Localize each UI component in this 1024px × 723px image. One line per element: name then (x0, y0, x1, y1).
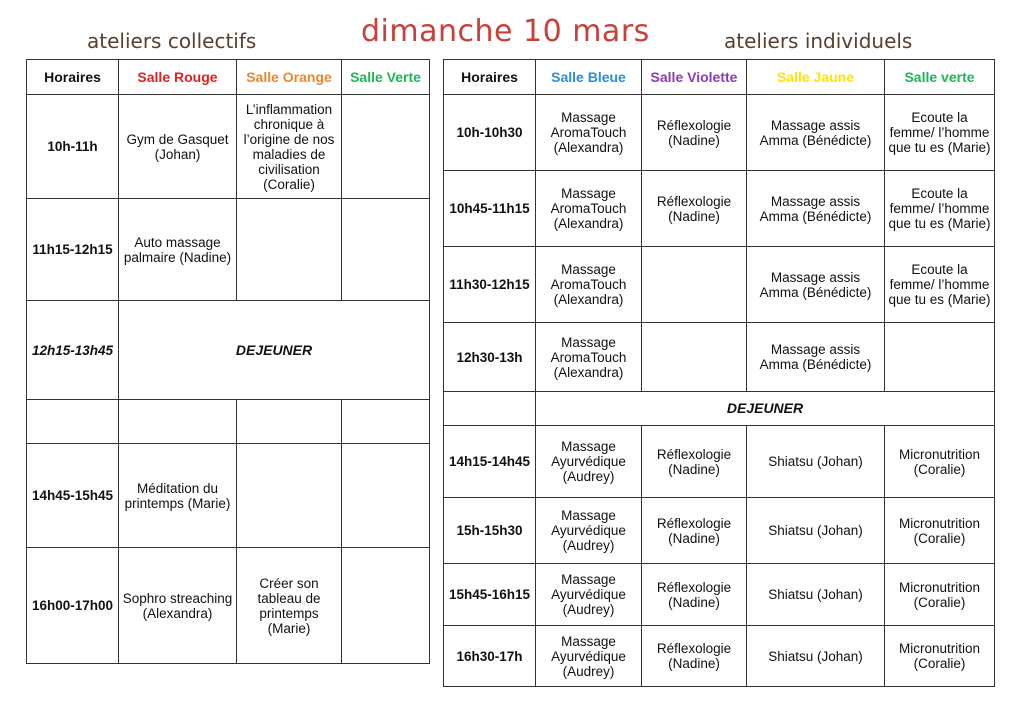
time-cell: 12h15-13h45 (27, 301, 119, 400)
header-salle-orange: Salle Orange (237, 60, 342, 95)
table-cell: Massage AromaTouch (Alexandra) (536, 247, 642, 323)
table-cell (237, 444, 342, 548)
individual-schedule-table (443, 59, 995, 687)
lunch-cell: DEJEUNER (536, 392, 995, 426)
table-cell (119, 400, 237, 444)
table-cell: Massage AromaTouch (Alexandra) (536, 95, 642, 171)
header-horaires: Horaires (444, 60, 536, 95)
table-cell: Créer son tableau de printemps (Marie) (237, 548, 342, 664)
table-row (27, 199, 430, 301)
table-cell: Shiatsu (Johan) (747, 564, 885, 626)
table-cell (237, 199, 342, 301)
table-row (444, 498, 995, 564)
time-cell: 14h15-14h45 (444, 426, 536, 498)
table-cell (642, 323, 747, 392)
table-row (444, 564, 995, 626)
table-cell: Shiatsu (Johan) (747, 498, 885, 564)
table-cell: Massage Ayurvédique (Audrey) (536, 626, 642, 687)
table-cell: Massage assis Amma (Bénédicte) (747, 247, 885, 323)
table-row (444, 626, 995, 687)
time-cell: 10h-11h (27, 95, 119, 199)
table-cell: L’inflammation chronique à l’origine de nos maladies de civilisation (Coralie) (237, 95, 342, 199)
table-cell: Massage AromaTouch (Alexandra) (536, 323, 642, 392)
table-cell (885, 323, 995, 392)
header-salle-violette: Salle Violette (642, 60, 747, 95)
table-cell: Auto massage palmaire (Nadine) (119, 199, 237, 301)
time-cell (27, 400, 119, 444)
time-cell: 16h30-17h (444, 626, 536, 687)
time-cell: 11h30-12h15 (444, 247, 536, 323)
header-horaires: Horaires (27, 60, 119, 95)
table-cell: Massage Ayurvédique (Audrey) (536, 426, 642, 498)
table-cell (342, 199, 430, 301)
table-cell: Shiatsu (Johan) (747, 626, 885, 687)
table-row (444, 171, 995, 247)
table-cell: Micronutrition (Coralie) (885, 626, 995, 687)
table-cell: Réflexologie (Nadine) (642, 498, 747, 564)
table-cell: Ecoute la femme/ l’homme que tu es (Marie) (885, 95, 995, 171)
table-cell: Réflexologie (Nadine) (642, 564, 747, 626)
table-cell: Réflexologie (Nadine) (642, 95, 747, 171)
table-cell: Massage assis Amma (Bénédicte) (747, 323, 885, 392)
table-cell: Réflexologie (Nadine) (642, 626, 747, 687)
time-cell: 10h-10h30 (444, 95, 536, 171)
time-cell: 10h45-11h15 (444, 171, 536, 247)
table-cell: Massage Ayurvédique (Audrey) (536, 498, 642, 564)
page-title: dimanche 10 mars (361, 14, 650, 49)
lunch-row (444, 392, 995, 426)
table-row (27, 548, 430, 664)
table-cell (237, 400, 342, 444)
time-cell: 15h-15h30 (444, 498, 536, 564)
time-cell: 12h30-13h (444, 323, 536, 392)
collective-schedule-table (26, 59, 430, 664)
table-cell: Massage Ayurvédique (Audrey) (536, 564, 642, 626)
table-cell: Micronutrition (Coralie) (885, 564, 995, 626)
table-cell: Massage AromaTouch (Alexandra) (536, 171, 642, 247)
table-cell: Shiatsu (Johan) (747, 426, 885, 498)
table-row (444, 426, 995, 498)
header-salle-bleue: Salle Bleue (536, 60, 642, 95)
table-cell: Ecoute la femme/ l’homme que tu es (Marie) (885, 247, 995, 323)
table-row (27, 444, 430, 548)
header-salle-jaune: Salle Jaune (747, 60, 885, 95)
collective-workshops-heading: ateliers collectifs (87, 29, 257, 53)
table-cell (642, 247, 747, 323)
table-row (444, 95, 995, 171)
table-header-row (27, 60, 430, 95)
table-row (444, 247, 995, 323)
time-cell: 16h00-17h00 (27, 548, 119, 664)
table-cell: Massage assis Amma (Bénédicte) (747, 95, 885, 171)
table-header-row (444, 60, 995, 95)
header-salle-verte: Salle Verte (342, 60, 430, 95)
table-row (27, 95, 430, 199)
table-row (444, 323, 995, 392)
table-cell (342, 444, 430, 548)
table-cell: Ecoute la femme/ l’homme que tu es (Marie) (885, 171, 995, 247)
header-salle-verte: Salle verte (885, 60, 995, 95)
table-cell: Micronutrition (Coralie) (885, 426, 995, 498)
lunch-row (27, 301, 430, 400)
lunch-cell: DEJEUNER (119, 301, 430, 400)
time-cell: 15h45-16h15 (444, 564, 536, 626)
table-cell: Méditation du printemps (Marie) (119, 444, 237, 548)
time-cell (444, 392, 536, 426)
individual-workshops-heading: ateliers individuels (724, 29, 913, 53)
table-cell: Micronutrition (Coralie) (885, 498, 995, 564)
table-cell: Réflexologie (Nadine) (642, 171, 747, 247)
table-cell (342, 95, 430, 199)
table-cell (342, 400, 430, 444)
table-cell: Sophro streaching (Alexandra) (119, 548, 237, 664)
header-salle-rouge: Salle Rouge (119, 60, 237, 95)
table-cell: Réflexologie (Nadine) (642, 426, 747, 498)
table-cell (342, 548, 430, 664)
time-cell: 14h45-15h45 (27, 444, 119, 548)
table-row (27, 400, 430, 444)
table-cell: Massage assis Amma (Bénédicte) (747, 171, 885, 247)
table-cell: Gym de Gasquet (Johan) (119, 95, 237, 199)
time-cell: 11h15-12h15 (27, 199, 119, 301)
